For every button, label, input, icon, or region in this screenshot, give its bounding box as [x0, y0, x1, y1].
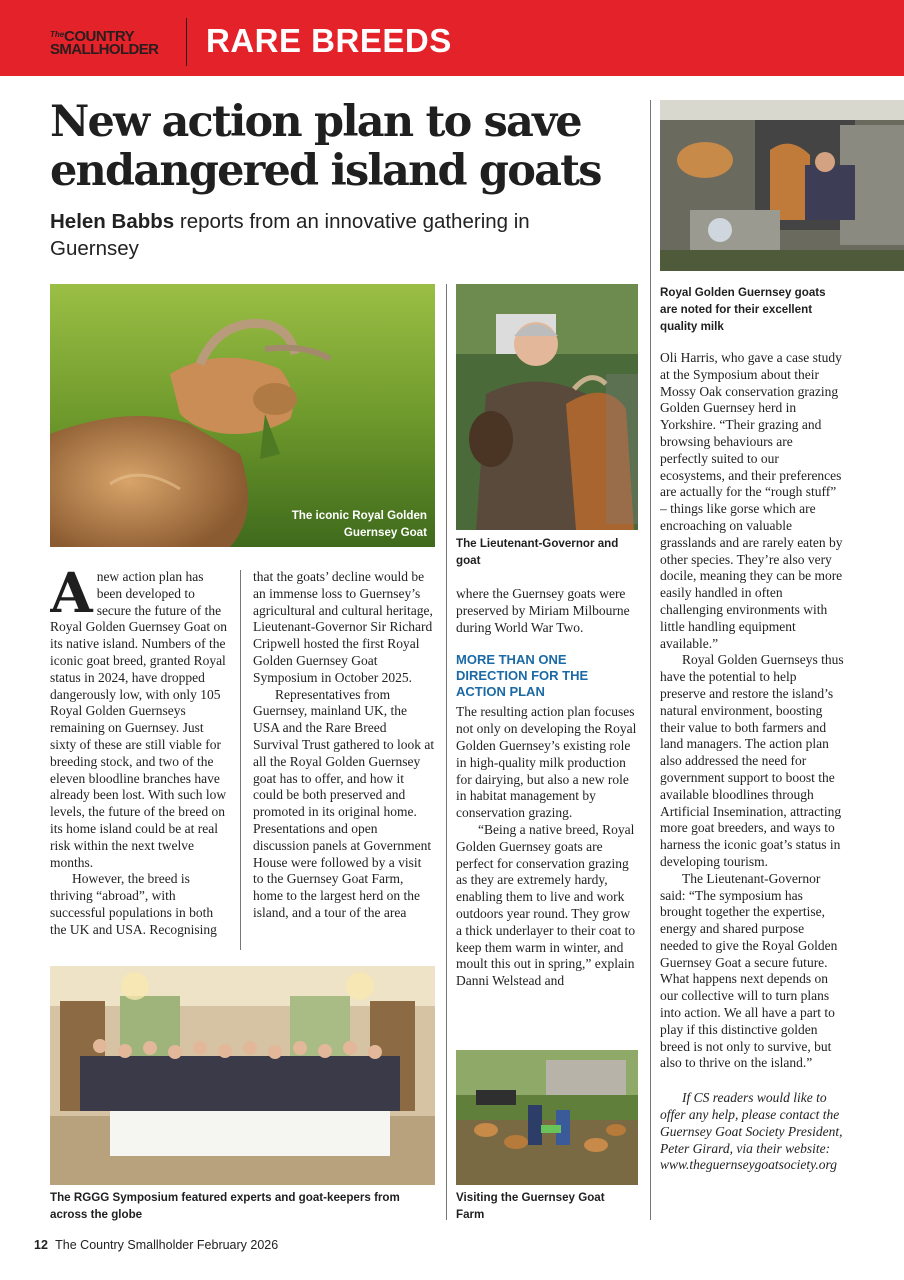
- body-paragraph: where the Guernsey goats were preserved by Miriam Milbourne during World War Two.: [456, 586, 630, 635]
- symposium-illustration: [50, 966, 435, 1185]
- body-paragraph: Representatives from Guernsey, mainland UK, the USA and the Rare Breed Survival Trust gathered to look at all the Royal Golden Guernsey goat has to offer, and how it could be both preserved and promoted in its original home. Presentations and open discussion panels at Government House were followed by a visit to the Guernsey Goat Farm, home to the largest herd on the island, and a tour of the area: [253, 686, 435, 920]
- milking-photo: [660, 100, 904, 271]
- body-paragraph: Anew action plan has been developed to secure the future of the Royal Golden Guernsey Goat on its native island. Numbers of the iconic goat breed, granted Royal status in 2024, have dropped dangerously low, with only 105 Royal Golden Guernseys remaining on Guernsey. Just sixty of these are still viable for breeding stock, and two of the eleven bloodline branches have already been lost. With such low levels, the future of the breed on its home island could be at real risk within the next twelve months.: [50, 569, 227, 870]
- masthead-divider: [186, 18, 187, 66]
- governor-illustration: [456, 284, 638, 530]
- body-paragraph: “Being a native breed, Royal Golden Guernsey goats are perfect for conservation grazing as they are extremely hardy, enabling them to live and work outdoors year round. They grow a thick underlayer to their coat to keep them warm in winter, and moult this out in spring,” explain Danni Welstead and: [456, 821, 636, 989]
- subheading: MORE THAN ONE DIRECTION FOR THE ACTION PLAN: [456, 652, 589, 700]
- body-column-2: [253, 569, 435, 954]
- farm-illustration: [456, 1050, 638, 1185]
- byline-author: Helen Babbs: [50, 210, 175, 233]
- body-paragraph: However, the breed is thriving “abroad”, with successful populations in both the UK and USA. Recognising: [50, 871, 217, 937]
- body-paragraph: Oli Harris, who gave a case study at the Symposium about their Mossy Oak conservation grazing Golden Guernsey herd in Yorkshire. “Their grazing and browsing behaviours are perfectly suited to our ecosystems, and their preferences are actually for the “rough stuff” – things like gorse which are encroaching on valuable grasslands and are rarely eaten by other species. They’re also very docile, meaning they can be more easily handled in often challenging environments with little handling equipment available.”: [660, 350, 843, 651]
- footer-issue: February 2026: [196, 1238, 279, 1252]
- body-paragraph: The Lieutenant-Governor said: “The symposium has brought together the expertise, energy and shared purpose needed to give the Royal Golden Guernsey Goat a secure future. What happens next depends on our collective will to turn plans into action. We all have a part to play if this distinctive golden breed is not only to survive, but also to thrive on the island.”: [660, 870, 838, 1071]
- body-paragraph: that the goats’ decline would be an immense loss to Guernsey’s agricultural and cultural heritage, Lieutenant-Governor Sir Richard Cripwell hosted the first Royal Golden Guernsey Goat Symposium in October 2025.: [253, 569, 433, 685]
- column-rule: [446, 284, 447, 1220]
- column-rule: [240, 570, 241, 950]
- farm-photo-caption: Visiting the Guernsey Goat Farm: [456, 1191, 605, 1221]
- drop-cap: A: [50, 569, 93, 625]
- farm-photo: [456, 1050, 638, 1185]
- governor-photo: [456, 284, 638, 530]
- section-title: RARE BREEDS: [206, 22, 452, 59]
- body-column-3: [456, 586, 638, 1038]
- body-paragraph: Royal Golden Guernseys thus have the potential to help preserve and restore the island’s natural environment, boosting their value to both farmers and land managers. The action plan also addressed the need for government support to boost the available bloodlines through Artificial Insemination, attracting more goat breeders, and ways to harness the iconic goat’s status in developing tourism.: [660, 652, 844, 869]
- symposium-photo-caption: The RGGG Symposium featured experts and goat-keepers from across the globe: [50, 1191, 400, 1221]
- body-column-1: [50, 569, 230, 954]
- footer-publication: The Country Smallholder: [55, 1238, 194, 1252]
- symposium-photo: [50, 966, 435, 1185]
- page-number: 12: [34, 1238, 48, 1252]
- body-paragraph: The resulting action plan focuses not only on developing the Royal Golden Guernsey’s existing role in high-quality milk production for dairying, but also a new role in habitat management by conservation grazing.: [456, 704, 637, 821]
- masthead-banner: [0, 0, 904, 76]
- column-rule: [650, 100, 651, 1220]
- governor-photo-caption: The Lieutenant-Governor and goat: [456, 537, 619, 567]
- goat-photo-caption: The iconic Royal Golden Guernsey Goat: [291, 509, 427, 539]
- page-footer: [34, 1238, 278, 1252]
- magazine-logo: The COUNTRY SMALLHOLDER: [50, 28, 159, 58]
- milking-photo-caption: Royal Golden Guernsey goats are noted for their excellent quality milk: [660, 286, 826, 333]
- body-column-4: [660, 350, 844, 1225]
- milking-illustration: [660, 100, 904, 271]
- article-headline: New action plan to save endangered island goats: [50, 97, 601, 196]
- contact-note: If CS readers would like to offer any help, please contact the Guernsey Goat Society President, Peter Girard, via their website: www.theguernseygoatsociety.org: [660, 1090, 843, 1173]
- standfirst: [50, 208, 610, 262]
- byline-text: reports from an innovative gathering in Guernsey: [50, 210, 530, 260]
